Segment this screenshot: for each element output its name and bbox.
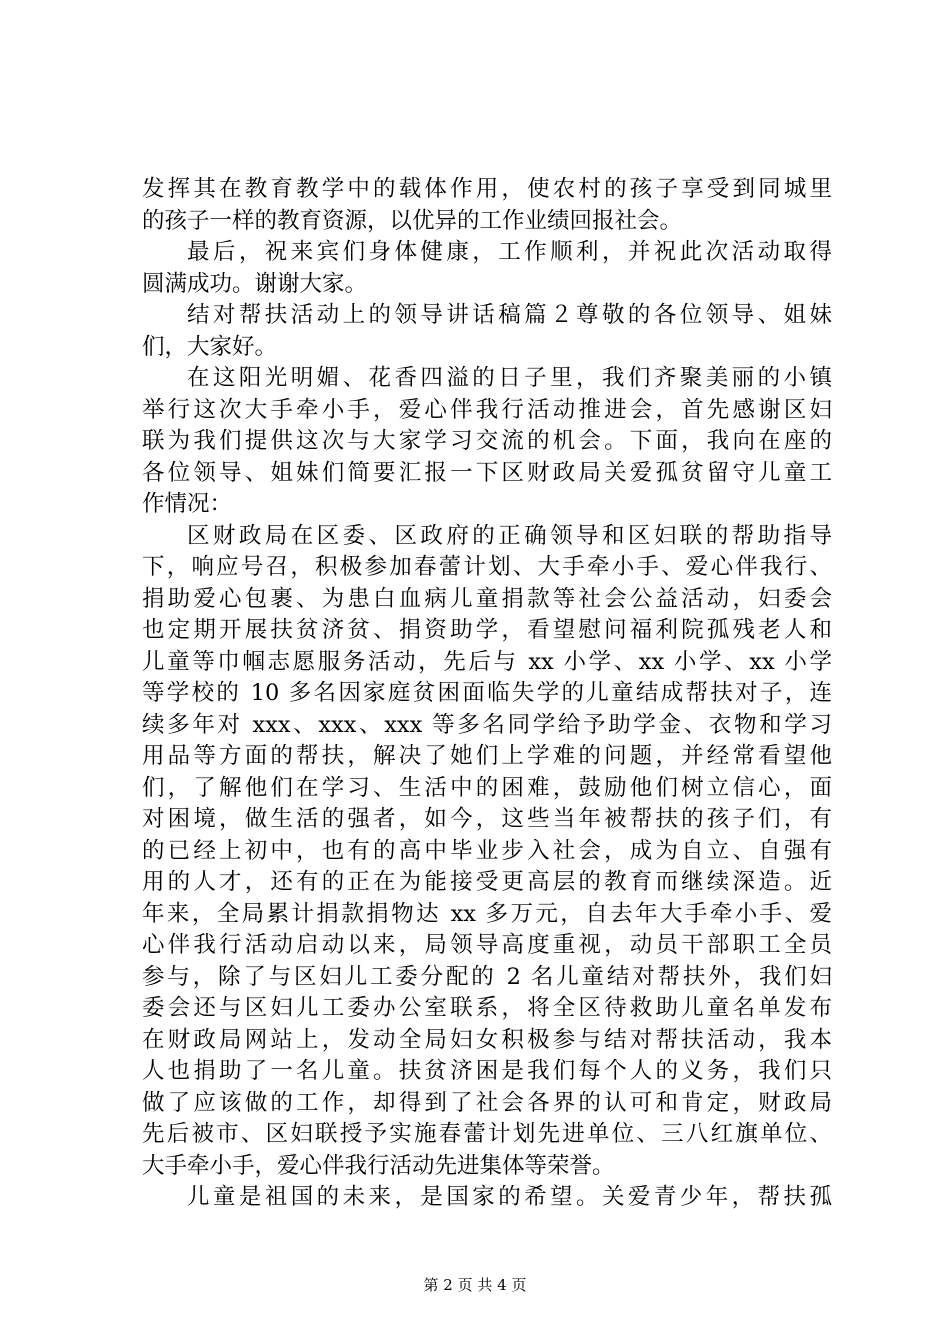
text-line: 委会还与区妇儿工委办公室联系，将全区待救助儿童名单发布	[142, 995, 832, 1021]
text-line: 先后被市、区妇联授予实施春蕾计划先进单位、三八红旗单位、	[142, 1121, 832, 1147]
document-body	[142, 174, 832, 1214]
text-line: 下，响应号召，积极参加春蕾计划、大手牵小手、爱心伴我行、	[142, 554, 832, 580]
text-line: 圆满成功。谢谢大家。	[142, 270, 368, 297]
text-line: 用的人才，还有的正在为能接受更高层的教育而继续深造。近	[142, 869, 832, 895]
text-line: 年来，全局累计捐款捐物达 xx 多万元，自去年大手牵小手、爱	[142, 900, 832, 927]
text-line: 的孩子一样的教育资源，以优异的工作业绩回报社会。	[142, 207, 683, 234]
text-line: 等学校的 10 多名因家庭贫困面临失学的儿童结成帮扶对子，连	[142, 680, 832, 706]
text-line: 续多年对 xxx、xxx、xxx 等多名同学给予助学金、衣物和学习	[142, 711, 832, 738]
text-line: 心伴我行活动启动以来，局领导高度重视，动员干部职工全员	[142, 932, 832, 958]
text-line: 作情况：	[142, 491, 233, 517]
text-line: 的已经上初中，也有的高中毕业步入社会，成为自立、自强有	[142, 837, 832, 864]
text-line: 儿童是祖国的未来，是国家的希望。关爱青少年，帮扶孤	[187, 1184, 832, 1210]
text-line: 捐助爱心包裹、为患白血病儿童捐款等社会公益活动，妇委会	[142, 585, 832, 612]
text-line: 结对帮扶活动上的领导讲话稿篇２尊敬的各位领导、姐妹	[187, 302, 832, 328]
text-line: 人也捐助了一名儿童。扶贫济困是我们每个人的义务，我们只	[142, 1058, 832, 1084]
text-line: 各位领导、姐妹们简要汇报一下区财政局关爱孤贫留守儿童工	[142, 459, 832, 486]
text-line: 们，了解他们在学习、生活中的困难，鼓励他们树立信心，面	[142, 774, 832, 801]
text-line: 做了应该做的工作，却得到了社会各界的认可和肯定，财政局	[142, 1089, 832, 1116]
text-line: 最后，祝来宾们身体健康，工作顺利，并祝此次活动取得	[187, 239, 832, 265]
text-line: 大手牵小手，爱心伴我行活动先进集体等荣誉。	[142, 1152, 615, 1179]
text-line: 举行这次大手牵小手，爱心伴我行活动推进会，首先感谢区妇	[142, 396, 832, 423]
text-line: 在财政局网站上，发动全局妇女积极参与结对帮扶活动，我本	[142, 1026, 832, 1053]
text-line: 在这阳光明媚、花香四溢的日子里，我们齐聚美丽的小镇	[187, 365, 832, 391]
text-line: 对困境，做生活的强者，如今，这些当年被帮扶的孩子们，有	[142, 806, 832, 832]
text-line: 区财政局在区委、区政府的正确领导和区妇联的帮助指导	[187, 522, 832, 549]
text-line: 参与，除了与区妇儿工委分配的 2 名儿童结对帮扶外，我们妇	[142, 963, 832, 990]
page-footer: 第 2 页 共 4 页	[423, 1276, 527, 1294]
text-line: 们，大家好。	[142, 333, 278, 360]
text-line: 用品等方面的帮扶，解决了她们上学难的问题，并经常看望他	[142, 743, 832, 769]
text-line: 发挥其在教育教学中的载体作用，使农村的孩子享受到同城里	[142, 176, 832, 202]
text-line: 也定期开展扶贫济贫、捐资助学，看望慰问福利院孤残老人和	[142, 617, 832, 643]
text-line: 儿童等巾帼志愿服务活动，先后与 xx 小学、xx 小学、xx 小学	[142, 648, 832, 675]
text-line: 联为我们提供这次与大家学习交流的机会。下面，我向在座的	[142, 428, 832, 454]
